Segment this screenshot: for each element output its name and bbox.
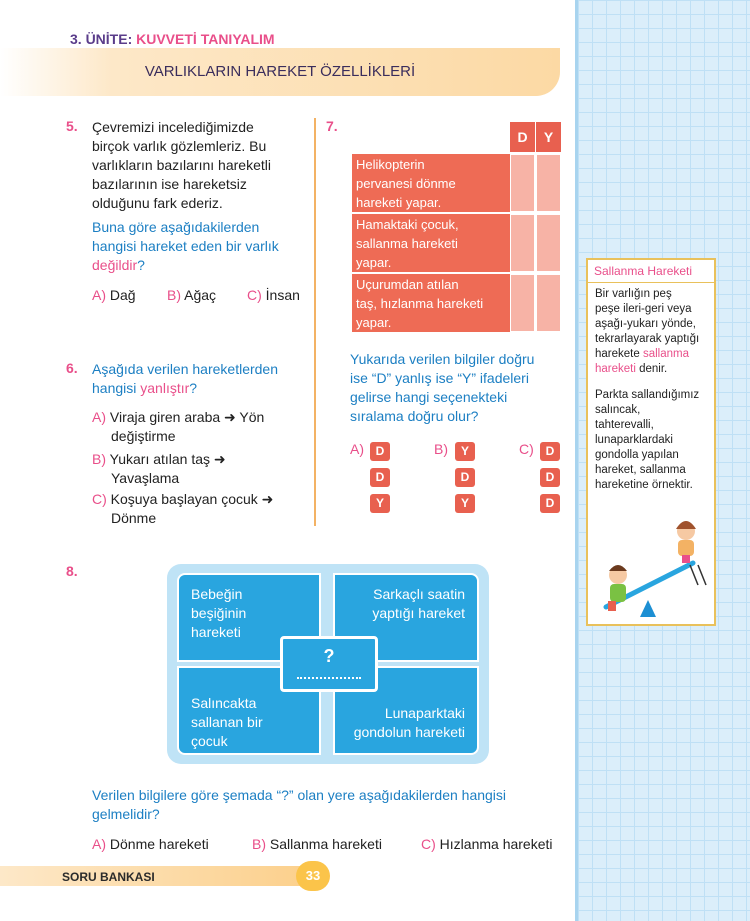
unit-prefix: 3. ÜNİTE: (70, 31, 133, 47)
statement-line: yapar. (356, 255, 392, 270)
q6-prompt-end: ? (189, 380, 198, 396)
q5-prompt-emphasis: değildir (92, 257, 138, 273)
option-text: Dağ (109, 287, 136, 303)
q5-line: olduğunu fark ederiz. (92, 195, 223, 211)
q7-a-value-2: D (370, 468, 390, 487)
q5-option-b[interactable] (167, 286, 216, 305)
option-text: Viraja giren araba ➜ Yön (109, 409, 265, 425)
option-letter: C) (421, 836, 436, 852)
q7-option-b[interactable] (434, 440, 448, 459)
info-line: peşe ileri-geri veya (595, 303, 692, 315)
quad-line: Sarkaçlı saatin (373, 586, 465, 602)
table-row (352, 274, 562, 332)
table-statement (352, 214, 510, 272)
q7-option-a[interactable] (350, 440, 364, 459)
answer-box-d[interactable] (510, 214, 535, 272)
section-header (0, 48, 560, 96)
statement-line: pervanesi dönme (356, 176, 456, 191)
table-header-d: D (510, 122, 535, 152)
table-statement (352, 154, 510, 212)
info-line (595, 347, 715, 362)
q8-prompt-line: Verilen bilgilere göre şemada “?” olan yere aşağıdakilerden hangisi (92, 787, 507, 803)
question-7-number: 7. (326, 118, 338, 134)
child-body-icon (678, 540, 694, 556)
answer-box-y[interactable] (536, 154, 561, 212)
q8-diagram (167, 564, 489, 764)
q5-line: varlıkların bazılarını hareketli (92, 157, 271, 173)
info-emphasis: hareketi (595, 363, 636, 375)
q7-prompt-line: gelirse hangi seçenekteki (350, 389, 508, 405)
diagram-center (280, 636, 378, 692)
q7-prompt-line: Yukarıda verilen bilgiler doğru (350, 351, 535, 367)
q7-c-value-1: D (540, 442, 560, 461)
option-text: Yukarı atılan taş ➜ (109, 451, 226, 467)
q5-line: bazılarının ise hareketsiz (92, 176, 247, 192)
q7-c-value-2: D (540, 468, 560, 487)
question-8-number: 8. (66, 563, 78, 579)
q5-prompt-end: ? (137, 257, 145, 273)
info-box-title-rule (588, 282, 714, 283)
unit-title (70, 31, 275, 47)
question-5-text (92, 118, 307, 213)
info-line: salıncak, (595, 404, 641, 416)
option-letter: B) (92, 451, 106, 467)
statement-line: hareketi yapar. (356, 195, 442, 210)
q7-b-value-1: Y (455, 442, 475, 461)
answer-box-y[interactable] (536, 214, 561, 272)
q7-c-value-3: D (540, 494, 560, 513)
option-letter: B) (252, 836, 266, 852)
info-box (586, 258, 716, 626)
question-5-prompt (92, 218, 307, 275)
footer-label: SORU BANKASI (62, 870, 155, 884)
q6-option-b[interactable] (92, 450, 307, 488)
info-line: tahterevalli, (595, 419, 654, 431)
child-body-icon (610, 584, 626, 602)
option-letter: A) (350, 441, 364, 457)
option-text: Sallanma hareketi (269, 836, 382, 852)
q7-prompt-line: sıralama doğru olur? (350, 408, 479, 424)
answer-box-y[interactable] (536, 274, 561, 332)
info-line: Bir varlığın peş (595, 288, 672, 300)
question-5-number: 5. (66, 118, 78, 134)
option-line: değiştirme (111, 428, 176, 444)
info-line (595, 362, 715, 377)
info-line: Parkta sallandığımız (595, 389, 700, 401)
info-emphasis: sallanma (642, 348, 689, 360)
q5-prompt-line (92, 256, 307, 275)
info-line: gondolla yapılan (595, 449, 679, 461)
info-line: hareket, sallanma (595, 464, 686, 476)
question-6-number: 6. (66, 360, 78, 376)
page-number: 33 (296, 861, 330, 891)
option-text: Ağaç (184, 287, 217, 303)
q7-b-value-2: D (455, 468, 475, 487)
table-header-y: Y (536, 122, 561, 152)
q6-prompt-line: Aşağıda verilen hareketlerden (92, 361, 279, 377)
q7-a-value-1: D (370, 442, 390, 461)
q6-prompt-line (92, 379, 307, 398)
table-statement (352, 274, 510, 332)
q8-prompt-line: gelmelidir? (92, 806, 160, 822)
quad-line: gondolun hareketi (353, 724, 465, 740)
question-8-prompt (92, 786, 562, 824)
info-line: lunaparklardaki (595, 434, 673, 446)
option-line: Dönme (111, 510, 157, 526)
statement-line: Hamaktaki çocuk, (356, 217, 459, 232)
info-box-title: Sallanma Hareketi (594, 264, 693, 278)
quad-line: hareketi (191, 624, 241, 640)
q5-prompt-line: hangisi hareket eden bir varlık (92, 238, 279, 254)
seesaw-children-illustration (598, 505, 708, 620)
option-line (92, 450, 307, 469)
option-letter: A) (92, 287, 106, 303)
quad-line: beşiğinin (191, 605, 247, 621)
option-letter: C) (519, 441, 534, 457)
quad-line: sallanan bir (191, 714, 263, 730)
answer-box-d[interactable] (510, 154, 535, 212)
info-text: denir. (635, 363, 668, 375)
table-row (352, 214, 562, 272)
option-letter: C) (247, 287, 262, 303)
statement-line: sallanma hareketi (356, 236, 458, 251)
option-line (92, 490, 307, 509)
q5-option-a[interactable] (92, 286, 136, 305)
quad-line: Lunaparktaki (384, 705, 465, 721)
option-letter: A) (92, 409, 106, 425)
q8-option-a[interactable] (92, 835, 209, 854)
info-line: tekrarlayarak yaptığı (595, 333, 700, 345)
q5-option-c[interactable] (247, 286, 300, 305)
q5-line: Çevremizi incelediğimizde (92, 119, 254, 135)
statement-line: taş, hızlanma hareketi (356, 296, 484, 311)
q7-option-c[interactable] (519, 440, 534, 459)
q7-a-value-3: Y (370, 494, 390, 513)
option-letter: C) (92, 491, 107, 507)
q6-prompt-start: hangisi (92, 380, 141, 396)
answer-box-d[interactable] (510, 274, 535, 332)
question-7-prompt (350, 350, 565, 426)
info-box-paragraph-2 (595, 388, 715, 493)
statement-line: Uçurumdan atılan (356, 277, 459, 292)
q8-option-b[interactable] (252, 835, 382, 854)
option-line (92, 408, 307, 427)
question-mark: ? (323, 646, 335, 666)
q5-prompt-line: Buna göre aşağıdakilerden (92, 219, 260, 235)
option-line: Yavaşlama (111, 470, 180, 486)
statement-line: Helikopterin (356, 157, 425, 172)
quad-line: çocuk (191, 733, 228, 749)
seesaw-base-icon (640, 600, 656, 617)
info-box-paragraph-1 (595, 287, 715, 377)
section-title: VARLIKLARIN HAREKET ÖZELLİKLERİ (144, 63, 416, 80)
q6-option-c[interactable] (92, 490, 307, 528)
option-text: Hızlanma hareketi (439, 836, 553, 852)
info-line: aşağı-yukarı yönde, (595, 318, 697, 330)
option-letter: B) (434, 441, 448, 457)
table-row (352, 154, 562, 212)
q6-prompt-emphasis: yanlıştır (140, 380, 190, 396)
quad-line: Salıncakta (191, 695, 257, 711)
column-divider (314, 118, 316, 526)
dotted-answer-line (297, 677, 361, 679)
question-6-prompt (92, 360, 307, 398)
statement-line: yapar. (356, 315, 392, 330)
quad-line: yaptığı hareket (372, 605, 465, 621)
option-text: Koşuya başlayan çocuk ➜ (110, 491, 274, 507)
footer-band (0, 866, 310, 886)
option-text: Dönme hareketi (109, 836, 209, 852)
option-letter: A) (92, 836, 106, 852)
option-letter: B) (167, 287, 181, 303)
q7-b-value-3: Y (455, 494, 475, 513)
option-text: İnsan (265, 287, 300, 303)
info-line: hareketine örnektir. (595, 479, 693, 491)
q6-option-a[interactable] (92, 408, 307, 446)
q7-prompt-line: ise “D” yanlış ise “Y” ifadeleri (350, 370, 529, 386)
quad-line: Bebeğin (191, 586, 243, 602)
info-text: harekete (595, 348, 643, 360)
q8-option-c[interactable] (421, 835, 553, 854)
q5-line: birçok varlık gözlemleriz. Bu (92, 138, 267, 154)
unit-name: KUVVETİ TANIYALIM (136, 31, 275, 47)
